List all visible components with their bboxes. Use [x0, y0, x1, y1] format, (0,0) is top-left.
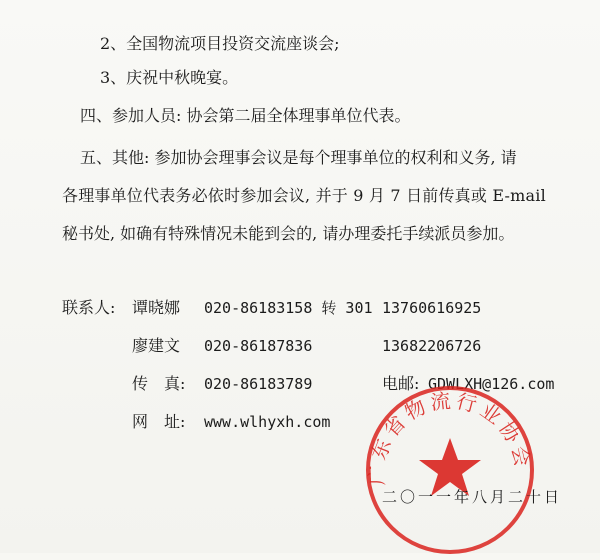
email-label: 电邮:: [382, 374, 420, 393]
agenda-item-2: 2、全国物流项目投资交流座谈会;: [100, 34, 340, 53]
contact-phone-2: 020-86187836: [204, 337, 313, 355]
contact-name-1: 谭晓娜: [132, 298, 181, 317]
contact-mobile-1: 13760616925: [382, 299, 482, 317]
contact-mobile-2: 13682206726: [382, 337, 482, 355]
agenda-item-3: 3、庆祝中秋晚宴。: [100, 68, 239, 87]
document-date: 二〇一一年八月二十日: [382, 488, 563, 506]
email-address: GDWLXH@126.com: [428, 375, 555, 393]
contact-label: 联系人:: [62, 298, 116, 317]
fax-label: 传 真:: [132, 374, 186, 393]
section-other-line-2: 各理事单位代表务必依时参加会议, 并于 9 月 7 日前传真或 E-mail: [62, 186, 546, 205]
website-label: 网 址:: [132, 412, 186, 431]
section-other-line-3: 秘书处, 如确有特殊情况未能到会的, 请办理委托手续派员参加。: [62, 224, 515, 243]
fax-number: 020-86183789: [204, 375, 313, 393]
section-participants: 四、参加人员: 协会第二届全体理事单位代表。: [80, 106, 411, 125]
website-url: www.wlhyxh.com: [204, 413, 331, 431]
section-other-line-1: 五、其他: 参加协会理事会议是每个理事单位的权利和义务, 请: [80, 148, 517, 167]
contact-phone-1: 020-86183158 转 301: [204, 299, 373, 317]
contact-name-2: 廖建文: [132, 336, 181, 355]
svg-text:广东省物流行业协会: 广东省物流行业协会: [364, 388, 536, 486]
official-seal-stamp: [360, 380, 540, 560]
